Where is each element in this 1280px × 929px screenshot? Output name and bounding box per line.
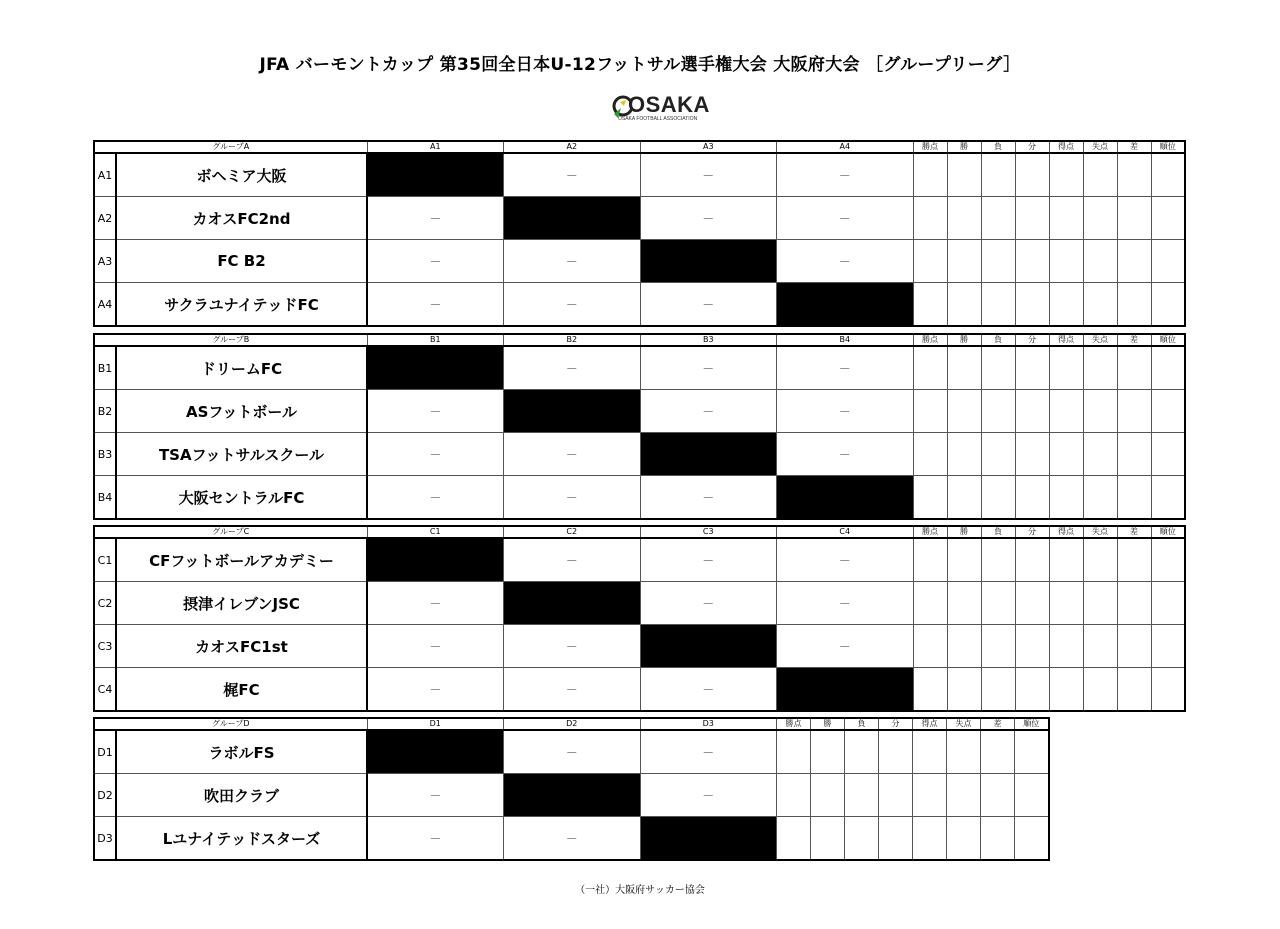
- stat-header: 失点: [1083, 526, 1117, 538]
- stat-cell: [981, 390, 1015, 433]
- score-cell: －: [367, 476, 504, 520]
- self-match-cell: [504, 390, 641, 433]
- stat-cell: [981, 774, 1015, 817]
- stat-header: 分: [879, 718, 913, 730]
- team-name: 大阪セントラルFC: [116, 476, 367, 520]
- score-cell: －: [504, 240, 641, 283]
- stat-cell: [981, 476, 1015, 520]
- stat-cell: [1083, 538, 1117, 582]
- stat-header: 分: [1015, 141, 1049, 153]
- stat-header: 負: [981, 334, 1015, 346]
- stat-cell: [1083, 346, 1117, 390]
- stat-cell: [1015, 240, 1049, 283]
- stat-cell: [811, 817, 845, 861]
- stat-cell: [1117, 538, 1151, 582]
- stat-cell: [1049, 197, 1083, 240]
- team-code: D1: [94, 730, 116, 774]
- stat-cell: [1049, 346, 1083, 390]
- team-name: 吹田クラブ: [116, 774, 367, 817]
- column-header: C2: [504, 526, 641, 538]
- stat-cell: [1049, 476, 1083, 520]
- stat-cell: [947, 668, 981, 712]
- stat-cell: [1083, 668, 1117, 712]
- stat-cell: [947, 730, 981, 774]
- column-header: A3: [640, 141, 777, 153]
- score-cell: －: [367, 817, 504, 861]
- score-cell: －: [777, 625, 914, 668]
- stat-cell: [879, 817, 913, 861]
- score-cell: －: [640, 346, 777, 390]
- score-cell: －: [777, 433, 914, 476]
- stat-cell: [1083, 476, 1117, 520]
- team-name: ASフットボール: [116, 390, 367, 433]
- stat-cell: [811, 730, 845, 774]
- stat-cell: [845, 817, 879, 861]
- score-cell: －: [504, 730, 641, 774]
- stat-cell: [1083, 283, 1117, 327]
- stat-header: 負: [981, 526, 1015, 538]
- self-match-cell: [640, 817, 777, 861]
- stat-cell: [1049, 625, 1083, 668]
- team-code: C3: [94, 625, 116, 668]
- column-header: D2: [504, 718, 641, 730]
- team-row: [94, 390, 1185, 433]
- stat-cell: [1049, 390, 1083, 433]
- score-cell: －: [367, 390, 504, 433]
- column-header: A2: [504, 141, 641, 153]
- stat-cell: [981, 730, 1015, 774]
- column-header: C4: [777, 526, 914, 538]
- stat-cell: [777, 817, 811, 861]
- stat-cell: [913, 817, 947, 861]
- team-row: [94, 730, 1049, 774]
- stat-cell: [1083, 433, 1117, 476]
- stat-cell: [777, 730, 811, 774]
- column-header: A4: [777, 141, 914, 153]
- team-row: [94, 153, 1185, 197]
- stat-cell: [777, 774, 811, 817]
- group-table: [93, 140, 1186, 327]
- column-header: D3: [640, 718, 777, 730]
- score-cell: －: [504, 668, 641, 712]
- stat-cell: [1117, 153, 1151, 197]
- group-name: グループA: [94, 141, 367, 153]
- score-cell: －: [504, 817, 641, 861]
- score-cell: －: [777, 240, 914, 283]
- score-cell: －: [367, 283, 504, 327]
- self-match-cell: [367, 538, 504, 582]
- stat-header: 負: [981, 141, 1015, 153]
- stat-header: 得点: [913, 718, 947, 730]
- score-cell: －: [640, 668, 777, 712]
- group-table: [93, 717, 1050, 861]
- stat-cell: [981, 817, 1015, 861]
- stat-header: 勝: [947, 334, 981, 346]
- team-name: カオスFC1st: [116, 625, 367, 668]
- group-table: [93, 333, 1186, 520]
- team-row: [94, 538, 1185, 582]
- stat-cell: [947, 240, 981, 283]
- score-cell: －: [640, 582, 777, 625]
- team-code: A4: [94, 283, 116, 327]
- stat-header: 勝点: [777, 718, 811, 730]
- team-code: A3: [94, 240, 116, 283]
- score-cell: －: [367, 625, 504, 668]
- self-match-cell: [777, 668, 914, 712]
- stat-header: 分: [1015, 526, 1049, 538]
- self-match-cell: [640, 240, 777, 283]
- stat-cell: [1151, 668, 1185, 712]
- team-name: TSAフットサルスクール: [116, 433, 367, 476]
- team-name: 摂津イレブンJSC: [116, 582, 367, 625]
- stat-header: 分: [1015, 334, 1049, 346]
- stat-header: 勝: [947, 526, 981, 538]
- team-row: [94, 197, 1185, 240]
- stat-cell: [1049, 240, 1083, 283]
- column-header: B2: [504, 334, 641, 346]
- stat-header: 勝点: [913, 526, 947, 538]
- team-code: C4: [94, 668, 116, 712]
- team-row: [94, 476, 1185, 520]
- team-row: [94, 433, 1185, 476]
- stat-header: 順位: [1151, 141, 1185, 153]
- stat-cell: [1083, 582, 1117, 625]
- stat-cell: [913, 774, 947, 817]
- score-cell: －: [640, 538, 777, 582]
- group-name: グループD: [94, 718, 367, 730]
- stat-cell: [1151, 197, 1185, 240]
- stat-cell: [913, 283, 947, 327]
- stat-cell: [947, 774, 981, 817]
- score-cell: －: [640, 153, 777, 197]
- stat-cell: [1151, 153, 1185, 197]
- team-code: B3: [94, 433, 116, 476]
- stat-cell: [913, 668, 947, 712]
- stat-cell: [947, 538, 981, 582]
- stat-cell: [1117, 668, 1151, 712]
- stat-cell: [1117, 582, 1151, 625]
- score-cell: －: [504, 433, 641, 476]
- self-match-cell: [777, 283, 914, 327]
- self-match-cell: [367, 730, 504, 774]
- team-code: A1: [94, 153, 116, 197]
- stat-cell: [1151, 433, 1185, 476]
- stat-cell: [913, 240, 947, 283]
- stat-cell: [913, 625, 947, 668]
- team-name: CFフットボールアカデミー: [116, 538, 367, 582]
- stat-cell: [947, 625, 981, 668]
- stat-cell: [1083, 153, 1117, 197]
- stat-cell: [1151, 283, 1185, 327]
- stat-header: 順位: [1151, 334, 1185, 346]
- stat-cell: [1049, 582, 1083, 625]
- logo-subtitle: OSAKA FOOTBALL ASSOCIATION: [618, 116, 698, 122]
- score-cell: －: [777, 153, 914, 197]
- stat-header: 差: [1117, 141, 1151, 153]
- stat-cell: [1015, 390, 1049, 433]
- stat-header: 差: [1117, 334, 1151, 346]
- stat-cell: [947, 346, 981, 390]
- stat-cell: [1015, 730, 1049, 774]
- stat-cell: [1117, 625, 1151, 668]
- column-header: C3: [640, 526, 777, 538]
- stat-cell: [913, 197, 947, 240]
- group-table: [93, 525, 1186, 712]
- stat-cell: [947, 476, 981, 520]
- stat-cell: [947, 197, 981, 240]
- stat-cell: [913, 538, 947, 582]
- team-row: [94, 625, 1185, 668]
- team-code: C1: [94, 538, 116, 582]
- team-code: B1: [94, 346, 116, 390]
- stat-cell: [1151, 390, 1185, 433]
- score-cell: －: [777, 390, 914, 433]
- stat-cell: [1015, 625, 1049, 668]
- column-header: A1: [367, 141, 504, 153]
- stat-header: 順位: [1015, 718, 1049, 730]
- score-cell: －: [640, 774, 777, 817]
- column-header: B1: [367, 334, 504, 346]
- stat-cell: [1117, 283, 1151, 327]
- stat-header: 失点: [1083, 141, 1117, 153]
- footer-text: （一社）大阪府サッカー協会: [575, 885, 705, 896]
- stat-cell: [1015, 582, 1049, 625]
- self-match-cell: [504, 197, 641, 240]
- stat-cell: [947, 433, 981, 476]
- team-name: カオスFC2nd: [116, 197, 367, 240]
- stat-header: 得点: [1049, 526, 1083, 538]
- logo-text: OSAKA: [628, 92, 710, 117]
- score-cell: －: [640, 283, 777, 327]
- osaka-fa-logo: [612, 94, 708, 124]
- score-cell: －: [504, 476, 641, 520]
- stat-cell: [947, 582, 981, 625]
- stat-cell: [1151, 240, 1185, 283]
- score-cell: －: [367, 433, 504, 476]
- stat-cell: [981, 582, 1015, 625]
- stat-cell: [1015, 197, 1049, 240]
- self-match-cell: [367, 153, 504, 197]
- team-code: B2: [94, 390, 116, 433]
- score-cell: －: [504, 346, 641, 390]
- stat-cell: [1151, 582, 1185, 625]
- stat-cell: [1015, 774, 1049, 817]
- score-cell: －: [367, 582, 504, 625]
- stat-header: 勝点: [913, 141, 947, 153]
- stat-cell: [947, 390, 981, 433]
- stat-cell: [981, 283, 1015, 327]
- team-row: [94, 817, 1049, 861]
- stat-cell: [1049, 283, 1083, 327]
- column-header: C1: [367, 526, 504, 538]
- stat-cell: [981, 433, 1015, 476]
- column-header: B4: [777, 334, 914, 346]
- score-cell: －: [367, 240, 504, 283]
- stat-cell: [947, 817, 981, 861]
- stat-cell: [1049, 538, 1083, 582]
- stat-cell: [913, 476, 947, 520]
- team-name: 梶FC: [116, 668, 367, 712]
- stat-cell: [981, 197, 1015, 240]
- stat-cell: [981, 153, 1015, 197]
- score-cell: －: [367, 774, 504, 817]
- stat-cell: [1117, 240, 1151, 283]
- team-code: A2: [94, 197, 116, 240]
- score-cell: －: [777, 346, 914, 390]
- stat-cell: [947, 283, 981, 327]
- stat-cell: [1151, 476, 1185, 520]
- stat-cell: [845, 730, 879, 774]
- team-row: [94, 668, 1185, 712]
- stat-header: 差: [1117, 526, 1151, 538]
- team-code: D3: [94, 817, 116, 861]
- stat-cell: [1015, 476, 1049, 520]
- stat-cell: [913, 582, 947, 625]
- stat-cell: [1117, 390, 1151, 433]
- stat-cell: [1117, 346, 1151, 390]
- self-match-cell: [640, 625, 777, 668]
- score-cell: －: [640, 476, 777, 520]
- self-match-cell: [640, 433, 777, 476]
- stat-cell: [1151, 538, 1185, 582]
- self-match-cell: [504, 774, 641, 817]
- stat-cell: [1015, 668, 1049, 712]
- group-name: グループC: [94, 526, 367, 538]
- self-match-cell: [367, 346, 504, 390]
- column-header: D1: [367, 718, 504, 730]
- stat-cell: [1117, 433, 1151, 476]
- stat-cell: [1015, 433, 1049, 476]
- stat-cell: [1049, 433, 1083, 476]
- score-cell: －: [504, 538, 641, 582]
- stat-cell: [1083, 390, 1117, 433]
- team-name: ボヘミア大阪: [116, 153, 367, 197]
- score-cell: －: [504, 283, 641, 327]
- stat-cell: [1083, 625, 1117, 668]
- score-cell: －: [777, 582, 914, 625]
- stat-cell: [1083, 197, 1117, 240]
- score-cell: －: [640, 197, 777, 240]
- stat-header: 勝: [947, 141, 981, 153]
- team-row: [94, 346, 1185, 390]
- stat-cell: [913, 433, 947, 476]
- page-title: JFA バーモントカップ 第35回全日本U-12フットサル選手権大会 大阪府大会 ［グループリーグ］: [259, 55, 1021, 75]
- stat-cell: [947, 153, 981, 197]
- self-match-cell: [504, 582, 641, 625]
- stat-cell: [981, 346, 1015, 390]
- score-cell: －: [777, 538, 914, 582]
- team-row: [94, 283, 1185, 327]
- score-cell: －: [367, 668, 504, 712]
- stat-header: 得点: [1049, 141, 1083, 153]
- stat-cell: [1049, 668, 1083, 712]
- stat-header: 差: [981, 718, 1015, 730]
- stat-cell: [879, 774, 913, 817]
- stat-cell: [1015, 153, 1049, 197]
- score-cell: －: [777, 197, 914, 240]
- team-name: ドリームFC: [116, 346, 367, 390]
- stat-header: 勝: [811, 718, 845, 730]
- score-cell: －: [504, 153, 641, 197]
- stat-cell: [913, 730, 947, 774]
- stat-cell: [981, 538, 1015, 582]
- score-cell: －: [504, 625, 641, 668]
- stat-cell: [1049, 153, 1083, 197]
- stat-header: 負: [845, 718, 879, 730]
- score-cell: －: [367, 197, 504, 240]
- stat-cell: [1015, 538, 1049, 582]
- team-name: Lユナイテッドスターズ: [116, 817, 367, 861]
- column-header: B3: [640, 334, 777, 346]
- team-row: [94, 582, 1185, 625]
- stat-cell: [845, 774, 879, 817]
- stat-header: 順位: [1151, 526, 1185, 538]
- group-name: グループB: [94, 334, 367, 346]
- stat-cell: [1151, 625, 1185, 668]
- team-row: [94, 240, 1185, 283]
- stat-cell: [1117, 476, 1151, 520]
- stat-header: 失点: [947, 718, 981, 730]
- team-name: FC B2: [116, 240, 367, 283]
- stat-cell: [879, 730, 913, 774]
- stat-header: 失点: [1083, 334, 1117, 346]
- stat-cell: [811, 774, 845, 817]
- team-code: B4: [94, 476, 116, 520]
- stat-header: 勝点: [913, 334, 947, 346]
- stat-cell: [981, 625, 1015, 668]
- stat-cell: [981, 240, 1015, 283]
- stat-cell: [1117, 197, 1151, 240]
- team-name: サクラユナイテッドFC: [116, 283, 367, 327]
- team-name: ラボルFS: [116, 730, 367, 774]
- stat-cell: [913, 390, 947, 433]
- stat-cell: [1015, 346, 1049, 390]
- score-cell: －: [640, 730, 777, 774]
- stat-header: 得点: [1049, 334, 1083, 346]
- stat-cell: [913, 346, 947, 390]
- stat-cell: [1015, 283, 1049, 327]
- stat-cell: [913, 153, 947, 197]
- score-cell: －: [640, 390, 777, 433]
- team-code: C2: [94, 582, 116, 625]
- stat-cell: [981, 668, 1015, 712]
- stat-cell: [1015, 817, 1049, 861]
- team-row: [94, 774, 1049, 817]
- stat-cell: [1083, 240, 1117, 283]
- stat-cell: [1151, 346, 1185, 390]
- self-match-cell: [777, 476, 914, 520]
- team-code: D2: [94, 774, 116, 817]
